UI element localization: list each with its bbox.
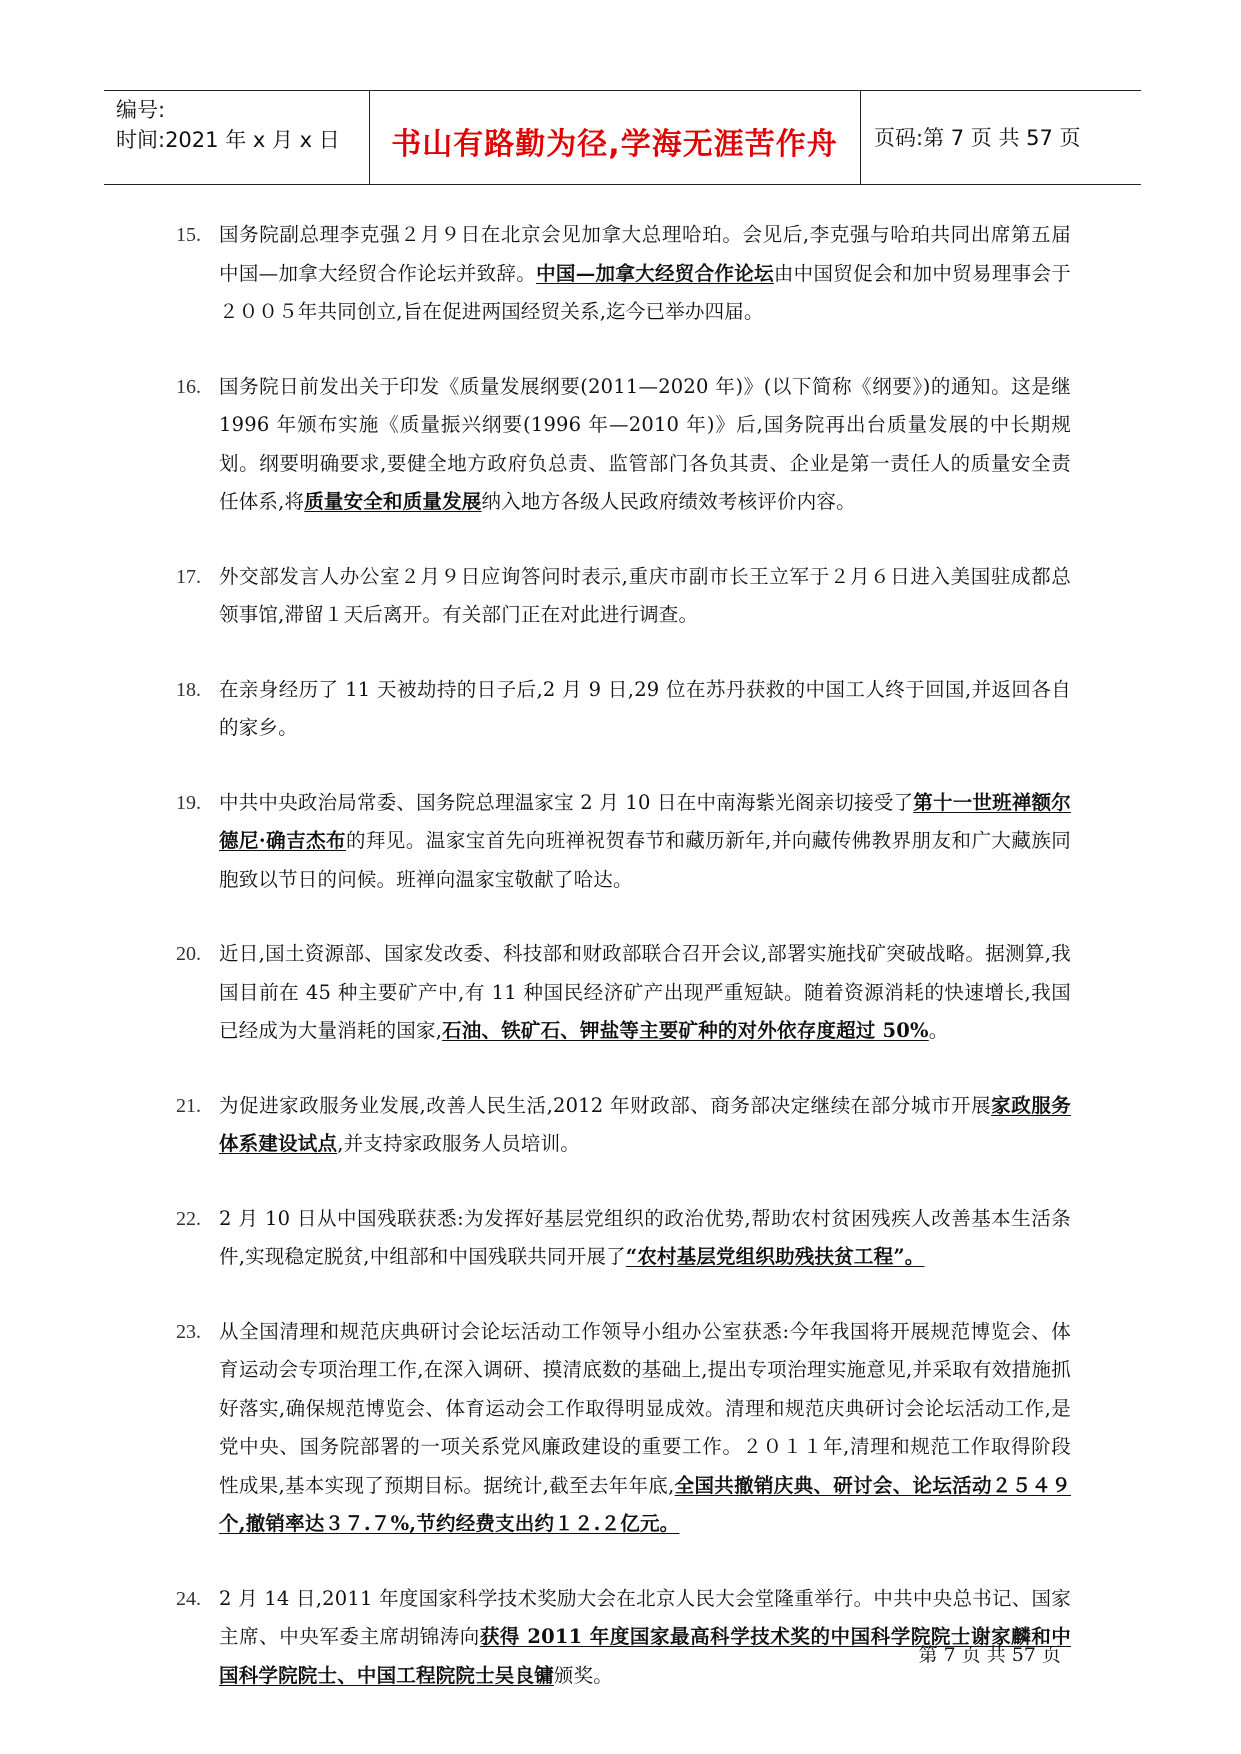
item-number: 22. <box>176 1207 201 1230</box>
header-page-number: 页码:第 7 页 共 57 页 <box>874 126 1081 150</box>
item-highlight: 获得 2011 年度国家最高科学技术奖的中国科学院院士谢家麟和中国科学院院士、中国工程院院士吴良镛 <box>219 1625 1071 1687</box>
list-item <box>176 368 1071 522</box>
item-highlight: 第十一世班禅额尔德尼·确吉杰布 <box>219 790 1071 852</box>
item-highlight: “农村基层党组织助残扶贫工程”。 <box>625 1245 925 1268</box>
item-text: 近日,国土资源部、国家发改委、科技部和财政部联合召开会议,部署实施找矿突破战略。据测算,我国目前在 45 种主要矿产中,有 11 种国民经济矿产出现严重短缺。随着资源消耗的快速增长,我国已经成为大量消耗的国家,石油、铁矿石、钾盐等主要矿种的对外依存度超过 50%。 <box>219 942 1071 1042</box>
item-text: 在亲身经历了 11 天被劫持的日子后,2 月 9 日,29 位在苏丹获救的中国工人终于回国,并返回各自的家乡。 <box>219 677 1071 739</box>
header-motto: 书山有路勤为径,学海无涯苦作舟 <box>391 127 838 162</box>
item-number: 16. <box>176 375 201 398</box>
list-item <box>176 1200 1071 1277</box>
item-text: 2 月 14 日,2011 年度国家科学技术奖励大会在北京人民大会堂隆重举行。中共中央总书记、国家主席、中央军委主席胡锦涛向获得 2011 年度国家最高科学技术奖的中国科学院院士谢家麟和中国科学院院士、中国工程院院士吴良镛颁奖。 <box>219 1586 1071 1687</box>
item-highlight: 中国—加拿大经贸合作论坛 <box>536 261 774 285</box>
list-item <box>176 1313 1071 1544</box>
item-text: 2 月 10 日从中国残联获悉:为发挥好基层党组织的政治优势,帮助农村贫困残疾人改善基本生活条件,实现稳定脱贫,中组部和中国残联共同开展了“农村基层党组织助残扶贫工程”。 <box>219 1206 1071 1268</box>
item-highlight: 全国共撤销庆典、研讨会、论坛活动２５４９个,撤销率达３７.７%,节约经费支出约１２.２亿元。 <box>219 1473 1071 1535</box>
item-text: 国务院副总理李克强２月９日在北京会见加拿大总理哈珀。会见后,李克强与哈珀共同出席第五届中国—加拿大经贸合作论坛并致辞。中国—加拿大经贸合作论坛由中国贸促会和加中贸易理事会于２００５年共同创立,旨在促进两国经贸关系,迄今已举办四届。 <box>219 223 1071 323</box>
item-number: 21. <box>176 1094 201 1117</box>
item-text: 为促进家政服务业发展,改善人民生活,2012 年财政部、商务部决定继续在部分城市开展家政服务体系建设试点,并支持家政服务人员培训。 <box>219 1093 1071 1155</box>
header-meta <box>116 95 340 155</box>
list-item <box>176 216 1071 332</box>
list-item <box>176 1580 1071 1696</box>
item-highlight: 石油、铁矿石、钾盐等主要矿种的对外依存度超过 50% <box>442 1019 929 1042</box>
item-number: 23. <box>176 1320 201 1343</box>
list-item <box>176 935 1071 1051</box>
item-text: 外交部发言人办公室２月９日应询答问时表示,重庆市副市长王立军于２月６日进入美国驻成都总领事馆,滞留１天后离开。有关部门正在对此进行调查。 <box>219 564 1071 626</box>
item-text: 国务院日前发出关于印发《质量发展纲要(2011—2020 年)》(以下简称《纲要》)的通知。这是继 1996 年颁布实施《质量振兴纲要(1996 年—2010 年)》后,国务院再出台质量发展的中长期规划。纲要明确要求,要健全地方政府负总责、监管部门各负其责、企业是第一责任人的质量安全责任体系,将质量安全和质量发展纳入地方各级人民政府绩效考核评价内容。 <box>219 374 1071 513</box>
item-text: 从全国清理和规范庆典研讨会论坛活动工作领导小组办公室获悉:今年我国将开展规范博览会、体育运动会专项治理工作,在深入调研、摸清底数的基础上,提出专项治理实施意见,并采取有效措施抓好落实,确保规范博览会、体育运动会工作取得明显成效。清理和规范庆典研讨会论坛活动工作,是党中央、国务院部署的一项关系党风廉政建设的重要工作。２０１１年,清理和规范工作取得阶段性成果,基本实现了预期目标。据统计,截至去年年底,全国共撤销庆典、研讨会、论坛活动２５４９个,撤销率达３７.７%,节约经费支出约１２.２亿元。 <box>219 1319 1071 1535</box>
item-number: 19. <box>176 791 201 814</box>
document-header <box>104 90 1141 185</box>
item-number: 17. <box>176 565 201 588</box>
list-item <box>176 784 1071 900</box>
list-item <box>176 558 1071 635</box>
item-highlight: 家政服务体系建设试点 <box>219 1093 1071 1155</box>
list-item <box>176 671 1071 748</box>
news-list <box>176 216 1071 1731</box>
item-number: 18. <box>176 678 201 701</box>
document-number-label: 编号: <box>116 98 166 122</box>
list-item <box>176 1087 1071 1164</box>
page-footer: 第 7 页 共 57 页 <box>918 1644 1061 1666</box>
item-number: 20. <box>176 943 201 965</box>
item-number: 24. <box>176 1587 201 1610</box>
item-number: 15. <box>176 224 201 246</box>
document-time-label: 时间:2021 年 x 月 x 日 <box>116 128 340 152</box>
header-divider <box>860 91 861 184</box>
item-text: 中共中央政治局常委、国务院总理温家宝 2 月 10 日在中南海紫光阁亲切接受了第十一世班禅额尔德尼·确吉杰布的拜见。温家宝首先向班禅祝贺春节和藏历新年,并向藏传佛教界朋友和广大藏族同胞致以节日的问候。班禅向温家宝敬献了哈达。 <box>219 790 1071 891</box>
item-highlight: 质量安全和质量发展 <box>304 490 482 513</box>
